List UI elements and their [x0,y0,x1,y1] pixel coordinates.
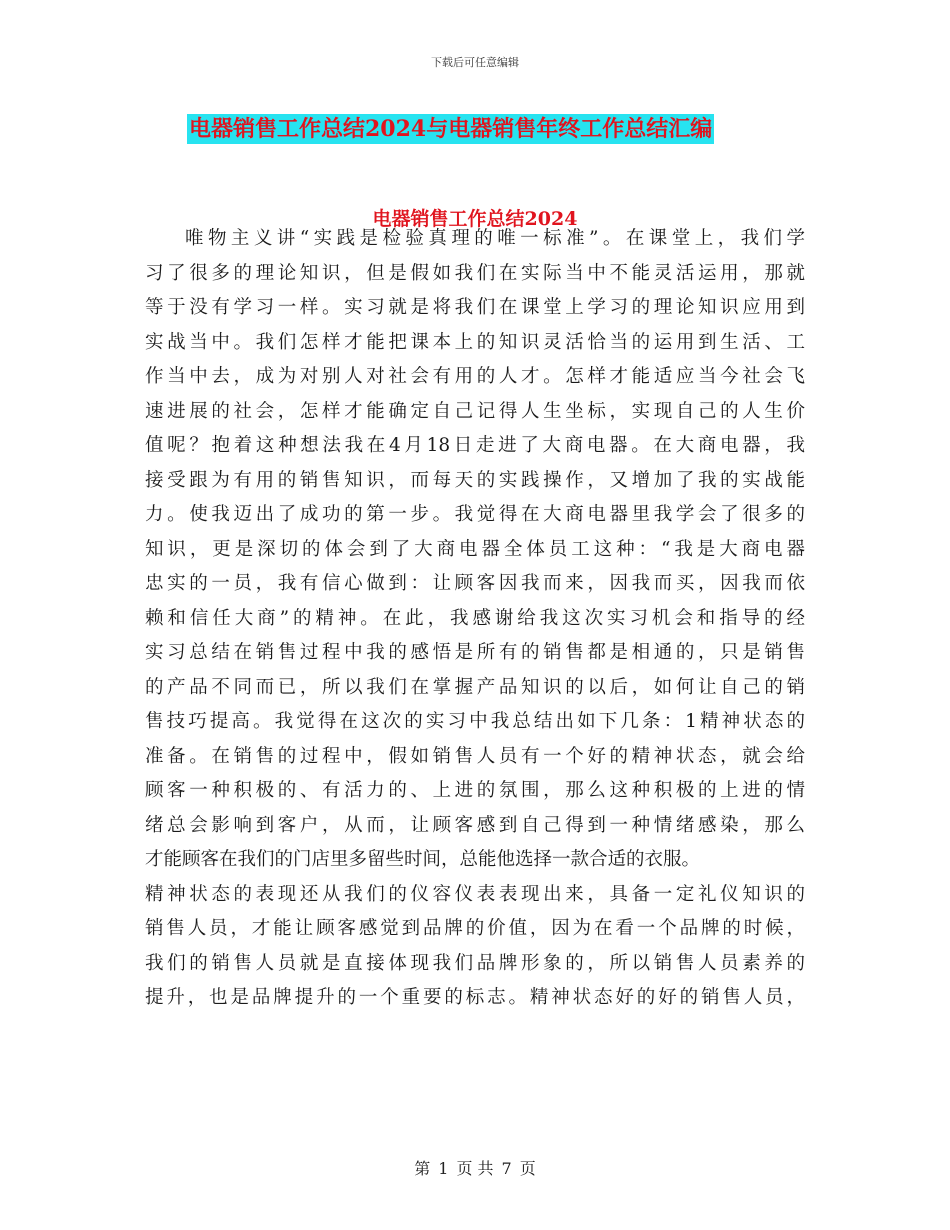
body-text [145,222,805,1016]
paragraph-line: 绪总会影响到客户，从而，让顾客感到自己得到一种情绪感染，那么 [145,814,805,836]
paragraph-line: 忠实的一员，我有信心做到：让顾客因我而来，因我而买，因我而依 [145,573,805,594]
paragraph-line: 赖和信任大商”的精神。在此，我感谢给我这次实习机会和指导的经 [145,607,805,629]
paragraph-line: 速进展的社会，怎样才能确定自己记得人生坐标，实现自己的人生价 [145,400,805,422]
paragraph-line: 习了很多的理论知识，但是假如我们在实际当中不能灵活运用，那就 [145,262,805,284]
paragraph-line: 的产品不同而已，所以我们在掌握产品知识的以后，如何让自己的销 [145,676,805,698]
paragraph-line: 实习总结在销售过程中我的感悟是所有的销售都是相通的，只是销售 [145,642,805,663]
paragraph-line: 我们的销售人员就是直接体现我们品牌形象的，所以销售人员素养的 [145,952,805,974]
paragraph-line: 知识，更是深切的体会到了大商电器全体员工这种：“我是大商电器 [145,538,805,560]
paragraph-line: 接受跟为有用的销售知识，而每天的实践操作，又增加了我的实战能 [145,469,805,491]
paragraph-line: 作当中去，成为对别人对社会有用的人才。怎样才能适应当今社会飞 [145,366,805,387]
paragraph-line: 售技巧提高。我觉得在这次的实习中我总结出如下几条：1精神状态的 [145,711,805,732]
footer-prefix: 第 [414,1159,431,1178]
header-note: 下载后可任意编辑 [431,56,519,69]
paragraph-line: 值呢？抱着这种想法我在4月18日走进了大商电器。在大商电器，我 [145,435,805,456]
footer-suffix: 页 [519,1159,536,1178]
current-page-number: 1 [438,1159,449,1178]
section-title: 电器销售工作总结2024 [372,208,578,230]
paragraph-line: 准备。在销售的过程中，假如销售人员有一个好的精神状态，就会给 [145,745,805,767]
paragraph-line: 顾客一种积极的、有活力的、上进的氛围，那么这种积极的上进的情 [145,780,805,801]
paragraph-line: 销售人员，才能让顾客感觉到品牌的价值，因为在看一个品牌的时候， [145,918,805,939]
page-footer [0,1156,950,1179]
total-page-count: 7 [501,1159,512,1178]
paragraph-line: 唯物主义讲“实践是检验真理的唯一标准”。在课堂上，我们学 [185,228,805,249]
footer-mid: 页 共 [456,1159,494,1178]
paragraph-line: 力。使我迈出了成功的第一步。我觉得在大商电器里我学会了很多的 [145,504,805,525]
document-title: 电器销售工作总结2024与电器销售年终工作总结汇编 [189,116,713,142]
paragraph-line: 实战当中。我们怎样才能把课本上的知识灵活恰当的运用到生活、工 [145,331,805,353]
paragraph-line: 提升，也是品牌提升的一个重要的标志。精神状态好的好的销售人员， [145,987,805,1008]
paragraph-line: 等于没有学习一样。实习就是将我们在课堂上学习的理论知识应用到 [145,297,805,318]
paragraph-line: 精神状态的表现还从我们的仪容仪表表现出来，具备一定礼仪知识的 [145,883,805,905]
paragraph-line: 才能顾客在我们的门店里多留些时间，总能他选择一款合适的衣服。 [145,849,701,870]
